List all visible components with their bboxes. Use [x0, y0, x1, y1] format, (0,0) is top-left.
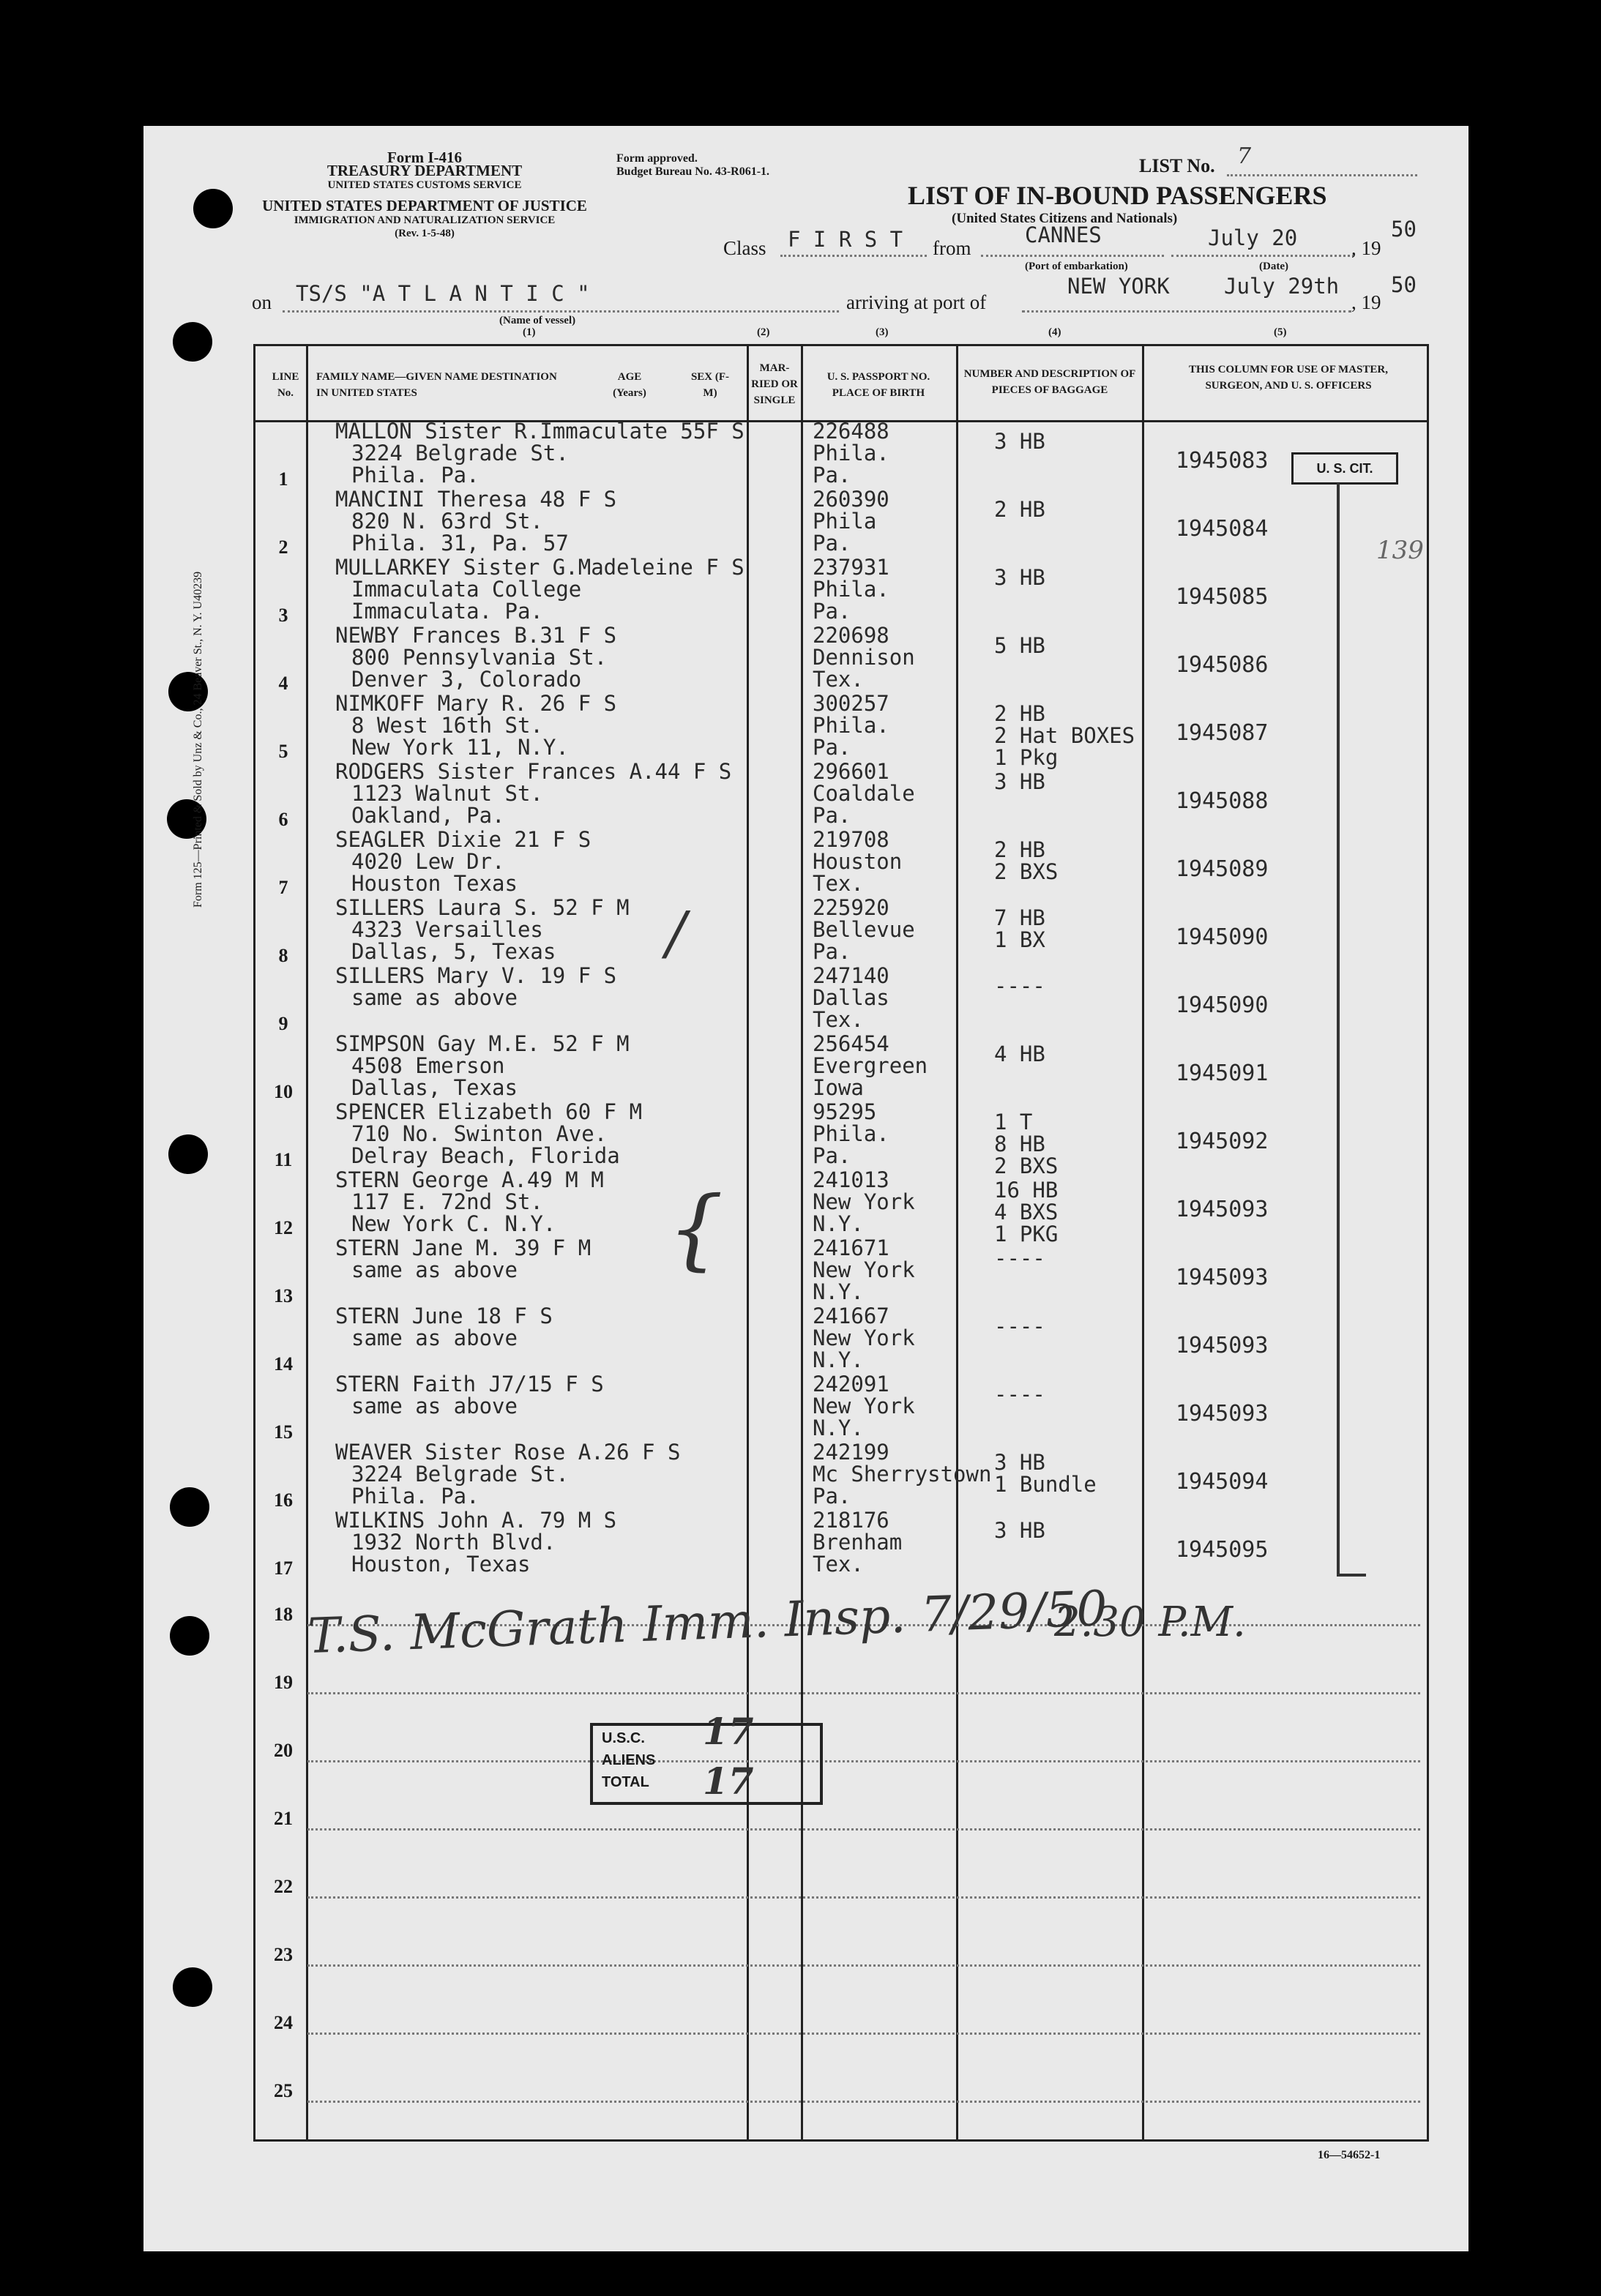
birth-place: Evergreen	[813, 1053, 928, 1078]
line-number: 14	[274, 1353, 293, 1375]
destination-street: 1123 Walnut St.	[351, 781, 543, 806]
birth-place: Coaldale	[813, 781, 915, 806]
destination-city: Phila. Pa.	[351, 1484, 479, 1508]
passenger-name: STERN Jane M. 39 F M	[335, 1235, 591, 1260]
destination-street: 3224 Belgrade St.	[351, 1462, 569, 1487]
birth-state: Pa.	[813, 1484, 851, 1508]
baggage-item: 3 HB	[994, 565, 1045, 590]
baggage-item: ----	[994, 973, 1045, 998]
passenger-name: NEWBY Frances B.31 F S	[335, 623, 617, 648]
birth-place: Phila.	[813, 1121, 889, 1146]
destination-city: Dallas, Texas	[351, 1075, 518, 1100]
passenger-name: MANCINI Theresa 48 F S	[335, 487, 617, 512]
baggage-item: 4 BXS	[994, 1200, 1059, 1224]
birth-place: Brenham	[813, 1530, 903, 1555]
baggage-item: 3 HB	[994, 1518, 1045, 1543]
destination-street: 1932 North Blvd.	[351, 1530, 556, 1555]
budget-bureau: Budget Bureau No. 43-R061-1.	[616, 165, 770, 178]
destination-street: 8 West 16th St.	[351, 713, 543, 738]
aliens-label: ALIENS	[602, 1752, 656, 1768]
total-label: TOTAL	[602, 1774, 649, 1790]
line-number: 4	[278, 673, 288, 694]
passport-number: 242091	[813, 1372, 889, 1396]
empty-row-line	[307, 1828, 1420, 1831]
baggage-item: 4 HB	[994, 1042, 1045, 1066]
line-number: 17	[274, 1558, 293, 1579]
document-subtitle: (United States Citizens and Nationals)	[952, 211, 1178, 226]
destination-city: Dallas, 5, Texas	[351, 939, 556, 964]
baggage-item: 1 PKG	[994, 1222, 1059, 1246]
us-cit-stamp: U. S. CIT.	[1291, 452, 1398, 485]
destination-street: 4323 Versailles	[351, 917, 543, 942]
baggage-item: 3 HB	[994, 429, 1045, 454]
officer-number: 1945091	[1176, 1061, 1269, 1086]
birth-place: Houston	[813, 849, 903, 874]
arrival-date: July 29th	[1224, 274, 1340, 299]
passport-number: 225920	[813, 895, 889, 920]
line-number: 21	[274, 1808, 293, 1829]
passenger-name: WEAVER Sister Rose A.26 F S	[335, 1440, 681, 1465]
destination-city: Oakland, Pa.	[351, 803, 505, 828]
birth-state: Pa.	[813, 463, 851, 487]
line-number: 19	[274, 1672, 293, 1693]
tally-stamp	[590, 1710, 823, 1805]
birth-state: Pa.	[813, 939, 851, 964]
passenger-name: WILKINS John A. 79 M S	[335, 1508, 617, 1533]
birth-state: N.Y.	[813, 1211, 864, 1236]
birth-state: Iowa	[813, 1075, 864, 1100]
line-number: 23	[274, 1944, 293, 1965]
baggage-item: 1 BX	[994, 927, 1045, 952]
line-number: 5	[278, 741, 288, 762]
passport-number: 95295	[813, 1099, 877, 1124]
baggage-item: 2 HB	[994, 837, 1045, 862]
punch-hole	[173, 322, 212, 362]
margin-note: 139	[1376, 536, 1424, 565]
inspector-signature: T.S. McGrath Imm. Insp. 7/29/50	[306, 1579, 1108, 1665]
passenger-name: SIMPSON Gay M.E. 52 F M	[335, 1031, 630, 1056]
passport-number: 226488	[813, 419, 889, 444]
time-note: 2.30 P.M.	[1054, 1598, 1246, 1646]
baggage-item: 1 T	[994, 1110, 1033, 1134]
birth-state: Pa.	[813, 1143, 851, 1168]
passport-number: 237931	[813, 555, 889, 580]
col-header-sex: SEX (F-M)	[690, 371, 730, 399]
col-num-5: (5)	[1274, 326, 1287, 338]
col-num-3: (3)	[876, 326, 889, 338]
destination-street: 117 E. 72nd St.	[351, 1189, 543, 1214]
officer-number: 1945093	[1176, 1197, 1269, 1222]
line-number: 16	[274, 1489, 293, 1511]
birth-place: New York	[813, 1189, 915, 1214]
punch-hole	[173, 1967, 212, 2007]
birth-place: Phila.	[813, 441, 889, 465]
departure-year: 50	[1391, 217, 1417, 242]
passport-number: 256454	[813, 1031, 889, 1056]
birth-place: Phila.	[813, 577, 889, 602]
empty-row-line	[307, 1964, 1420, 1967]
passport-number: 247140	[813, 963, 889, 988]
officer-number: 1945089	[1176, 856, 1269, 882]
line-number: 6	[278, 809, 288, 830]
destination-street: same as above	[351, 1325, 518, 1350]
birth-state: Tex.	[813, 1007, 864, 1032]
usc-count: 17	[703, 1710, 754, 1753]
class-value: F I R S T	[788, 227, 903, 252]
destination-street: 820 N. 63rd St.	[351, 509, 543, 534]
officer-number: 1945092	[1176, 1129, 1269, 1154]
birth-place: Dallas	[813, 985, 889, 1010]
treasury-dept: TREASURY DEPARTMENT	[326, 162, 523, 179]
footer-code: 16—54652-1	[1318, 2149, 1381, 2161]
destination-city: Denver 3, Colorado	[351, 667, 582, 692]
destination-city: Houston, Texas	[351, 1552, 531, 1577]
empty-row-line	[307, 1692, 1420, 1694]
line-number: 8	[278, 945, 288, 966]
birth-state: Tex.	[813, 1552, 864, 1577]
line-number: 9	[278, 1013, 288, 1034]
from-label: from	[933, 237, 971, 259]
officer-number: 1945083	[1176, 448, 1269, 474]
empty-row-line	[307, 1760, 1420, 1762]
col-header-age: AGE (Years)	[613, 371, 646, 399]
punch-hole	[168, 1134, 208, 1174]
birth-state: Tex.	[813, 667, 864, 692]
passport-number: 220698	[813, 623, 889, 648]
year-label: , 19	[1351, 237, 1381, 259]
baggage-item: 3 HB	[994, 769, 1045, 794]
passenger-name: MULLARKEY Sister G.Madeleine F S	[335, 555, 744, 580]
col-num-4: (4)	[1048, 326, 1061, 338]
port-of-embarkation: CANNES	[1025, 223, 1102, 247]
passenger-name: SILLERS Laura S. 52 F M	[335, 895, 630, 920]
officer-number: 1945095	[1176, 1537, 1269, 1563]
class-label: Class	[723, 237, 766, 259]
officer-number: 1945093	[1176, 1333, 1269, 1358]
arriving-label: arriving at port of	[846, 291, 987, 313]
passenger-name: RODGERS Sister Frances A.44 F S	[335, 759, 732, 784]
usc-label: U.S.C.	[602, 1730, 645, 1746]
col-header-passport: U. S. PASSPORT NO. PLACE OF BIRTH	[826, 371, 930, 399]
passport-number: 218176	[813, 1508, 889, 1533]
passport-number: 242199	[813, 1440, 889, 1465]
destination-street: same as above	[351, 1257, 518, 1282]
destination-street: Immaculata College	[351, 577, 582, 602]
destination-city: Phila. 31, Pa. 57	[351, 531, 569, 556]
birth-state: Pa.	[813, 803, 851, 828]
date-caption: (Date)	[1259, 261, 1288, 272]
baggage-item: ----	[994, 1314, 1045, 1339]
total-count: 17	[703, 1760, 754, 1803]
birth-state: Pa.	[813, 531, 851, 556]
destination-street: same as above	[351, 1394, 518, 1418]
destination-street: 4020 Lew Dr.	[351, 849, 505, 874]
destination-city: New York 11, N.Y.	[351, 735, 569, 760]
officer-number: 1945093	[1176, 1401, 1269, 1426]
empty-row-line	[307, 1896, 1420, 1899]
passenger-name: STERN Faith J7/15 F S	[335, 1372, 604, 1396]
line-number: 11	[274, 1149, 293, 1170]
birth-state: Pa.	[813, 735, 851, 760]
destination-city: New York C. N.Y.	[351, 1211, 556, 1236]
birth-place: Phila	[813, 509, 877, 534]
passenger-name: STERN George A.49 M M	[335, 1167, 604, 1192]
arrival-year: 50	[1391, 272, 1417, 297]
baggage-item: 8 HB	[994, 1132, 1045, 1156]
birth-state: Pa.	[813, 599, 851, 624]
vessel-caption: (Name of vessel)	[499, 315, 576, 326]
form-approved: Form approved.	[616, 152, 698, 165]
passport-number: 300257	[813, 691, 889, 716]
revision: (Rev. 1-5-48)	[395, 228, 455, 239]
baggage-item: 1 Bundle	[994, 1472, 1097, 1497]
line-number: 25	[274, 2080, 293, 2101]
empty-row-line	[307, 2033, 1420, 2035]
passport-number: 296601	[813, 759, 889, 784]
passenger-name: NIMKOFF Mary R. 26 F S	[335, 691, 617, 716]
birth-state: N.Y.	[813, 1347, 864, 1372]
baggage-item: 2 HB	[994, 701, 1045, 726]
destination-street: 800 Pennsylvania St.	[351, 645, 608, 670]
list-no-value: 7	[1237, 143, 1252, 169]
birth-place: Bellevue	[813, 917, 915, 942]
baggage-item: 2 Hat BOXES	[994, 723, 1135, 748]
baggage-item: ----	[994, 1382, 1045, 1407]
ins: IMMIGRATION AND NATURALIZATION SERVICE	[294, 214, 556, 226]
on-label: on	[252, 291, 272, 313]
doj: UNITED STATES DEPARTMENT OF JUSTICE	[262, 197, 587, 214]
vessel-name: TS/S "A T L A N T I C "	[296, 281, 590, 306]
officer-number: 1945084	[1176, 516, 1269, 542]
baggage-item: 3 HB	[994, 1450, 1045, 1475]
line-number: 22	[274, 1876, 293, 1897]
birth-place: New York	[813, 1325, 915, 1350]
passport-number: 241671	[813, 1235, 889, 1260]
destination-city: Delray Beach, Florida	[351, 1143, 620, 1168]
baggage-item: 2 BXS	[994, 859, 1059, 884]
empty-row-line	[307, 2101, 1420, 2103]
line-number: 12	[274, 1217, 293, 1238]
line-number: 13	[274, 1285, 293, 1306]
col-header-baggage: NUMBER AND DESCRIPTION OF PIECES OF BAGGAGE	[963, 368, 1136, 396]
passport-number: 241667	[813, 1304, 889, 1328]
printer-note: Form 125—Printed & Sold by Unz & Co., 24 Beaver St., N. Y. U40239	[192, 571, 204, 908]
passport-number: 241013	[813, 1167, 889, 1192]
baggage-item: 2 HB	[994, 497, 1045, 522]
punch-hole	[170, 1616, 209, 1656]
officer-number: 1945093	[1176, 1265, 1269, 1290]
line-number: 18	[274, 1604, 293, 1625]
baggage-item: 16 HB	[994, 1178, 1059, 1203]
passenger-name: STERN June 18 F S	[335, 1304, 553, 1328]
baggage-item: 2 BXS	[994, 1153, 1059, 1178]
arrival-port: NEW YORK	[1067, 274, 1170, 299]
officer-number: 1945094	[1176, 1469, 1269, 1495]
destination-street: 3224 Belgrade St.	[351, 441, 569, 465]
baggage-item: 1 Pkg	[994, 745, 1059, 770]
line-number: 1	[278, 468, 288, 490]
baggage-item: ----	[994, 1246, 1045, 1271]
bracket-mark: /	[666, 899, 686, 967]
passport-number: 219708	[813, 827, 889, 852]
line-number: 10	[274, 1081, 293, 1102]
col-num-2: (2)	[757, 326, 770, 338]
customs-service: UNITED STATES CUSTOMS SERVICE	[327, 179, 522, 191]
birth-state: N.Y.	[813, 1279, 864, 1304]
col-header-line: LINE No.	[272, 371, 299, 399]
list-no-label: LIST No.	[1139, 155, 1215, 176]
line-number: 24	[274, 2012, 293, 2033]
destination-city: Immaculata. Pa.	[351, 599, 543, 624]
destination-street: 710 No. Swinton Ave.	[351, 1121, 608, 1146]
officer-number: 1945085	[1176, 584, 1269, 610]
destination-city: Houston Texas	[351, 871, 518, 896]
officer-number: 1945087	[1176, 720, 1269, 746]
birth-place: Mc Sherrystown	[813, 1462, 992, 1487]
birth-state: Tex.	[813, 871, 864, 896]
destination-street: same as above	[351, 985, 518, 1010]
line-number: 3	[278, 605, 288, 626]
birth-place: New York	[813, 1257, 915, 1282]
line-number: 2	[278, 536, 288, 558]
officer-number: 1945090	[1176, 924, 1269, 950]
birth-place: New York	[813, 1394, 915, 1418]
punch-hole	[193, 189, 233, 228]
passenger-name: SILLERS Mary V. 19 F S	[335, 963, 617, 988]
punch-hole	[170, 1487, 209, 1527]
officer-number: 1945086	[1176, 652, 1269, 678]
birth-place: Phila.	[813, 713, 889, 738]
passport-number: 260390	[813, 487, 889, 512]
destination-city: Phila. Pa.	[351, 463, 479, 487]
birth-place: Dennison	[813, 645, 915, 670]
officer-number: 1945088	[1176, 788, 1269, 814]
col-header-name: FAMILY NAME—GIVEN NAME DESTINATION IN UNITED STATES	[316, 371, 557, 399]
line-number: 15	[274, 1421, 293, 1443]
passenger-name: SPENCER Elizabeth 60 F M	[335, 1099, 643, 1124]
document-title: LIST OF IN-BOUND PASSENGERS	[908, 181, 1327, 210]
departure-date: July 20	[1208, 225, 1298, 250]
line-number: 7	[278, 877, 288, 898]
destination-street: 4508 Emerson	[351, 1053, 505, 1078]
embark-caption: (Port of embarkation)	[1025, 261, 1128, 272]
col-header-married: MAR-RIED OR SINGLE	[751, 362, 798, 406]
bracket-mark: {	[668, 1178, 724, 1280]
form-id: Form I-416	[387, 149, 463, 166]
col-header-officers: THIS COLUMN FOR USE OF MASTER, SURGEON, AND U. S. OFFICERS	[1189, 364, 1388, 392]
officer-number: 1945090	[1176, 992, 1269, 1018]
passenger-name: SEAGLER Dixie 21 F S	[335, 827, 591, 852]
arrival-year-label: , 19	[1351, 291, 1381, 313]
baggage-item: 7 HB	[994, 905, 1045, 930]
passenger-name: MALLON Sister R.Immaculate 55F S	[335, 419, 744, 444]
birth-state: N.Y.	[813, 1416, 864, 1440]
col-num-1: (1)	[523, 326, 536, 338]
line-number: 20	[274, 1740, 293, 1761]
baggage-item: 5 HB	[994, 633, 1045, 658]
